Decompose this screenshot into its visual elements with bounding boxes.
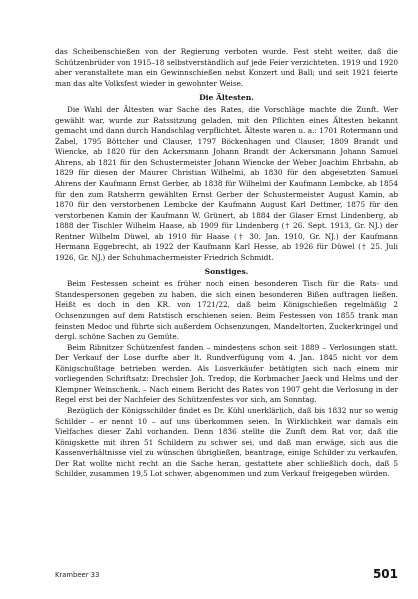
sonstiges-section <box>55 279 398 479</box>
paragraph: Die Wahl der Ältesten war Sache des Rates, die Vorschläge machte die Zunft. Wer gewählt war, wurde zur Ratssitzung geladen, mit den Pflichten eines Ältesten bekannt gemacht und dann durch Handschlag verpflichtet. Älteste waren u. a.: 1701 Rotermann und Zabel, 1795 Böttcher und Clauser, 1797 Böckenhagen und Clauser, 1809 Brandt und Wiencke, ab 1820 für den Ackersmann Johann Brandt der Ackersmann Johann Samuel Ahrens, ab 1821 für den Schustermeister Johann Wiencke der Weber Joachim Ehrbahn, ab 1829 für diesen der Maurer Christian Wilhelmi, ab 1830 für den abgesetzten Samuel Ahrens der Kaufmann Ernst Gerber, ab 1838 für Wilhelmi der Kaufmann Lembcke, ab 1854 für den zum Ratsherrn gewählten Ernst Gerber der Schustermeister August Kamin, ab 1870 für den verstorbenen Lembcke der Kaufmann August Karl Dettmer, 1875 für den verstorbenen Kamin der Kaufmann W. Grünert, ab 1884 der Glaser Ernst Lindenberg, ab 1888 der Tischler Wilhelm Haase, ab 1909 für Lindenberg († 26. Sept. 1913, Gr. NJ.) der Rentner Wilhelm Düwel, ab 1910 für Haase († 30. Jan. 1910, Gr. NJ.) der Kaufmann Hermann Eggebrecht, ab 1922 der Kaufmann Karl Hesse, ab 1926 für Düwel († 25. Juli 1926, Gr. NJ.) der Schuhmachermeister Friedrich Schmidt. <box>55 105 398 262</box>
intro-section <box>55 47 398 89</box>
paragraph: das Scheibenschießen von der Regierung verboten wurde. Fest steht weiter, daß die Schützenbrüder von 1915–18 selbstverständlich auf jede Feier verzichteten. 1919 und 1920 aber veranstaltete man ein Gewinnschießen nebst Konzert und Ball; und seit 1921 feierte man das alte Volksfest wieder in gewohnter Weise. <box>55 47 398 88</box>
section-heading-aeltesten: Die Ältesten. <box>199 93 254 103</box>
aeltesten-section <box>55 105 398 263</box>
page-number: 501 <box>372 567 398 581</box>
section-heading-sonstiges: Sonstiges. <box>204 267 249 277</box>
paragraph: Beim Festessen scheint es früher noch einen besonderen Tisch für die Rats- und Standespersonen gegeben zu haben, die sich einen besonderen Bißen auftragen ließen. Heißt es doch in den KR. von 1721/22, daß beim Königschießen regelmäßig 2 Ochsenzungen auf dem Ratstisch erschienen seien. Beim Festessen von 1855 trank man feinsten Medoc und führte sich außerdem Ochsenzungen, Mandeltorten, Zuckerkringel und dergl. schöne Sachen zu Gemüte. <box>55 279 398 342</box>
paragraph: Bezüglich der Königsschilder findet es Dr. Kühl unerklärlich, daß bis 1832 nur so wenig Schilder – er nennt 10 – auf uns überkommen seien. In Wirklichkeit war damals ein Vielfaches dieser Zahl vorhanden. Denn 1836 stellte die Zunft dem Rat vor, daß die Königskette mit ihren 51 Schildern zu schwer sei, und daß man erwäge, sich aus die Kassenverhältnisse viel zu wünschen übrigließen, beantrage, einige Schilder zu verkaufen. Der Rat wollte nicht recht an die Sache heran, gestattete aber schließlich doch, daß 5 Schilder, zusammen 19,5 Lot schwer, abgenommen und zum Verkauf freigegeben würden. <box>55 405 398 479</box>
paragraph: Beim Ribnitzer Schützenfest fanden – mindestens schon seit 1889 – Verlosungen statt. Der Verkauf der Lose durfte aber lt. Rundverfügung vom 4. Jan. 1845 nicht vor dem Königschußtage betrieben werden. Als Losverkäufer betätigten sich nach einem mir vorliegenden Schriftsatz: Drechsler Joh. Tredop, die Korbmacher Jaeck und Helms und der Klempner Weinschenk. – Nach einem Bericht des Rates von 1907 geht die Verlosung in der Regel erst bei der Nachfeier des Schützenfestes vor sich, am Sonntag. <box>55 342 398 405</box>
signature-mark: Krambeer 33 <box>55 571 100 579</box>
page-footer <box>55 567 398 583</box>
